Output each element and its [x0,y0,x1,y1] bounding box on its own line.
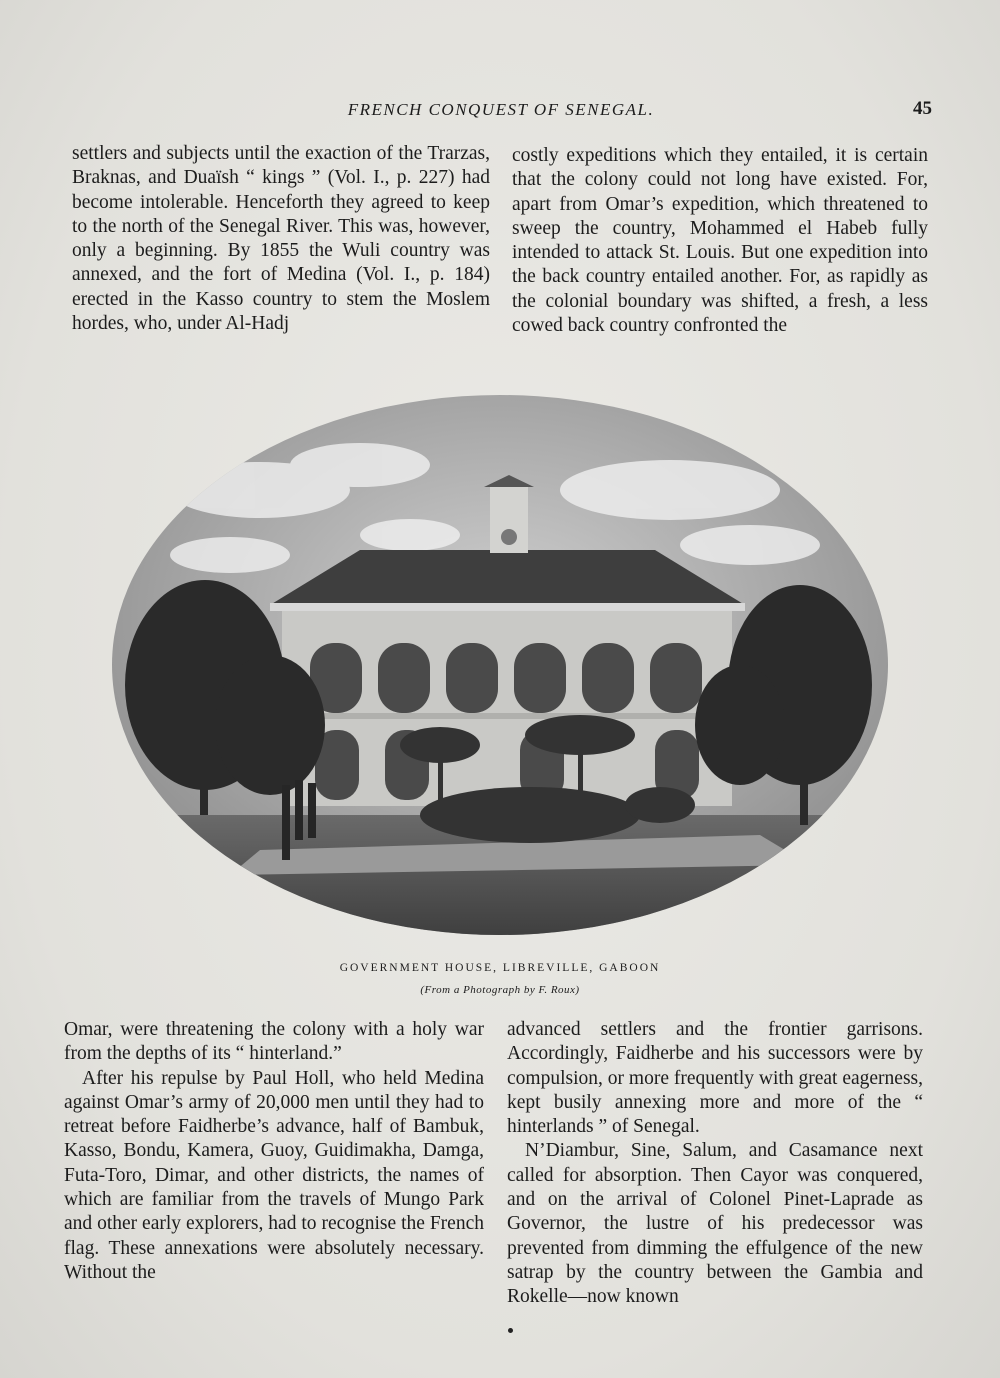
text-column-bottom-right [507,1018,923,1310]
ink-dot [508,1328,513,1333]
paragraph: settlers and subjects until the exaction of the Trarzas, Braknas, and Duaïsh “ kings ” (Vol. I., p. 227) had become intolerable. Henceforth they agreed to keep to the north of the Senegal River. This was, however, only a beginning. By 1855 the Wuli country was annexed, and the fort of Medina (Vol. I., p. 184) erected in the Kasso country to stem the Moslem hordes, who, under Al-Hadj [72,143,490,335]
running-head [70,96,932,126]
page-number: 45 [913,98,932,119]
text-column-top-left [72,142,490,336]
paragraph: Omar, were threatening the colony with a holy war from the depths of its “ hinterland.” [64,1019,484,1065]
government-house-engraving [110,395,890,950]
paragraph: advanced settlers and the frontier garrisons. Accordingly, Faidherbe and his successors were by compulsion, or more frequently with great eagerness, kept busily annexing more and more of the “ hinterlands ” of Senegal. [507,1019,923,1138]
paragraph: costly expeditions which they entailed, it is certain that the colony could not long have existed. For, apart from Omar’s expedition, which threatened to sweep the country, Mohammed el Habeb fully intended to attack St. Louis. But one expedition into the back country entailed another. For, as rapidly as the colonial boundary was shifted, a fresh, a less cowed back country confronted the [512,145,928,337]
text-column-bottom-left [64,1018,484,1285]
paragraph: N’Diambur, Sine, Salum, and Casamance next called for absorption. Then Cayor was conquered, and on the arrival of Colonel Pinet-Laprade as Governor, the lustre of his predecessor was prevented from dimming the effulgence of the new satrap by the country between the Gambia and Rokelle—now known [507,1140,923,1308]
paragraph: After his repulse by Paul Holl, who held Medina against Omar’s army of 20,000 men until they had to retreat before Faidherbe’s advance, half of Bambuk, Kasso, Bondu, Kamera, Guoy, Guidimakha, Damga, Futa-Toro, Dimar, and other districts, the names of which are familiar from the travels of Mungo Park and other early explorers, had to recognise the French flag. These annexations were absolutely necessary. Without the [64,1067,484,1283]
illustration-credit: (From a Photograph by F. Roux) [420,984,580,996]
illustration-caption: GOVERNMENT HOUSE, LIBREVILLE, GABOON [339,962,661,974]
text-column-top-right [512,144,928,338]
running-title: FRENCH CONQUEST OF SENEGAL. [347,100,655,119]
